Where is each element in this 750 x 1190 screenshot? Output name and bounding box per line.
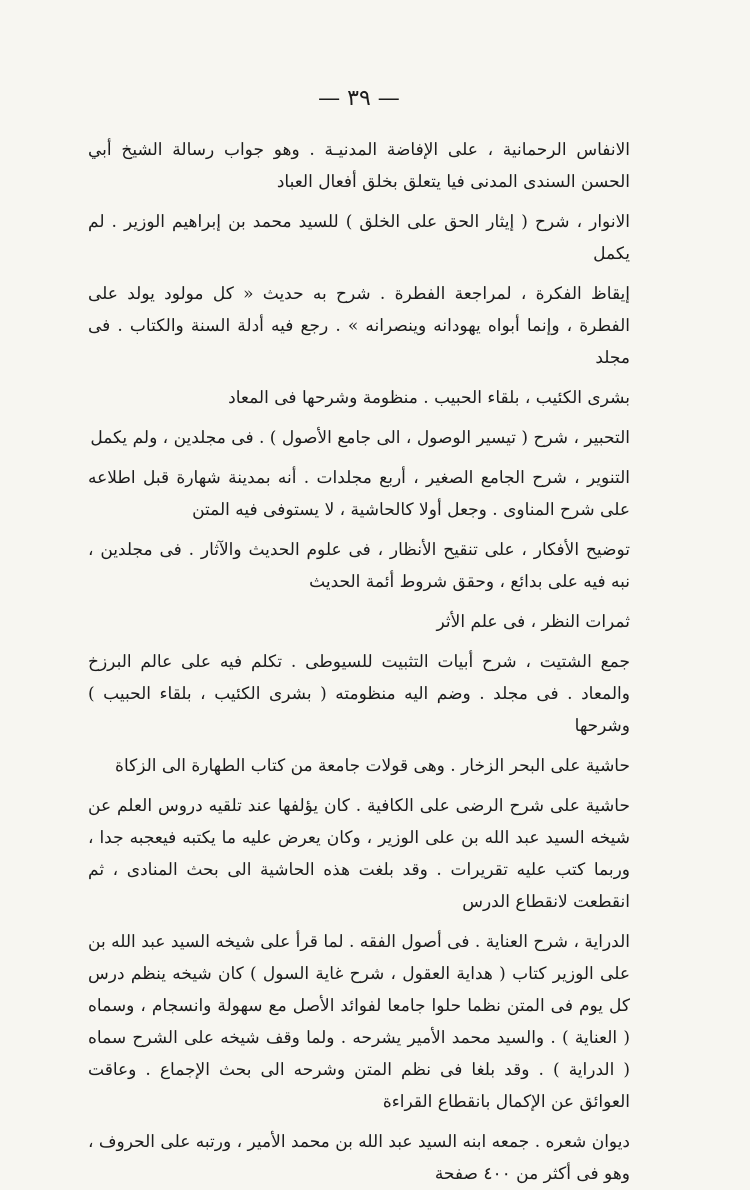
list-item: حاشية على شرح الرضى على الكافية . كان يؤلفها عند تلقيه دروس العلم عن شيخه السيد عبد الله بن على الوزير ، وكان يعرض عليه ما يكتبه فيعجبه جدا ، وربما كتب عليه تقريرات . وقد بلغت هذه الحاشية الى بحث المنادى ، ثم انقطعت لانقطاع الدرس bbox=[88, 796, 630, 912]
list-item: بشرى الكئيب ، بلقاء الحبيب . منظومة وشرحها فى المعاد bbox=[228, 388, 630, 408]
page-number: — ٣٩ — bbox=[318, 86, 400, 111]
bibliography-list bbox=[88, 134, 630, 1190]
list-item: حاشية على البحر الزخار . وهى قولات جامعة من كتاب الطهارة الى الزكاة bbox=[115, 756, 630, 776]
list-item: التنوير ، شرح الجامع الصغير ، أربع مجلدات . أنه بمدينة شهارة قبل اطلاعه على شرح المناوى . وجعل أولا كالحاشية ، لا يستوفى فيه المتن bbox=[88, 468, 630, 520]
list-item: التحبير ، شرح ( تيسير الوصول ، الى جامع الأصول ) . فى مجلدين ، ولم يكمل bbox=[90, 428, 630, 448]
list-item: جمع الشتيت ، شرح أبيات التثبيت للسيوطى . تكلم فيه على عالم البرزخ والمعاد . فى مجلد . وضم اليه منظومته ( بشرى الكئيب ، بلقاء الحبيب ) وشرحها bbox=[88, 652, 630, 736]
list-item: الانفاس الرحمانية ، على الإفاضة المدنيـة . وهو جواب رسالة الشيخ أبي الحسن السندى المدنى فيا يتعلق بخلق أفعال العباد bbox=[88, 140, 630, 192]
list-item: توضيح الأفكار ، على تنقيح الأنظار ، فى علوم الحديث والآثار . فى مجلدين ، نبه فيه على بدائع ، وحقق شروط أئمة الحديث bbox=[88, 540, 630, 592]
list-item: الانوار ، شرح ( إيثار الحق على الخلق ) للسيد محمد بن إبراهيم الوزير . لم يكمل bbox=[88, 212, 630, 264]
list-item: ثمرات النظر ، فى علم الأثر bbox=[436, 612, 630, 632]
list-item: الدراية ، شرح العناية . فى أصول الفقه . لما قرأ على شيخه السيد عبد الله بن على الوزير كتاب ( هداية العقول ، شرح غاية السول ) كان شيخه ينظم درس كل يوم فى المتن نظما حلوا جامعا لفوائد الأصل مع سهولة وانسجام ، وسماه ( العناية ) . والسيد محمد الأمير يشرحه . ولما وقف شيخه على الشرح سماه ( الدراية ) . وقد بلغا فى نظم المتن وشرحه الى بحث الإجماع . وعاقت العوائق عن الإكمال بانقطاع القراءة bbox=[88, 932, 630, 1112]
list-item: إيقاظ الفكرة ، لمراجعة الفطرة . شرح به حديث « كل مولود يولد على الفطرة ، وإنما أبواه يهودانه وينصرانه » . رجع فيه أدلة السنة والكتاب . فى مجلد bbox=[88, 284, 630, 368]
list-item: ديوان شعره . جمعه ابنه السيد عبد الله بن محمد الأمير ، ورتبه على الحروف ، وهو فى أكثر من ٤٠٠ صفحة bbox=[88, 1132, 630, 1184]
